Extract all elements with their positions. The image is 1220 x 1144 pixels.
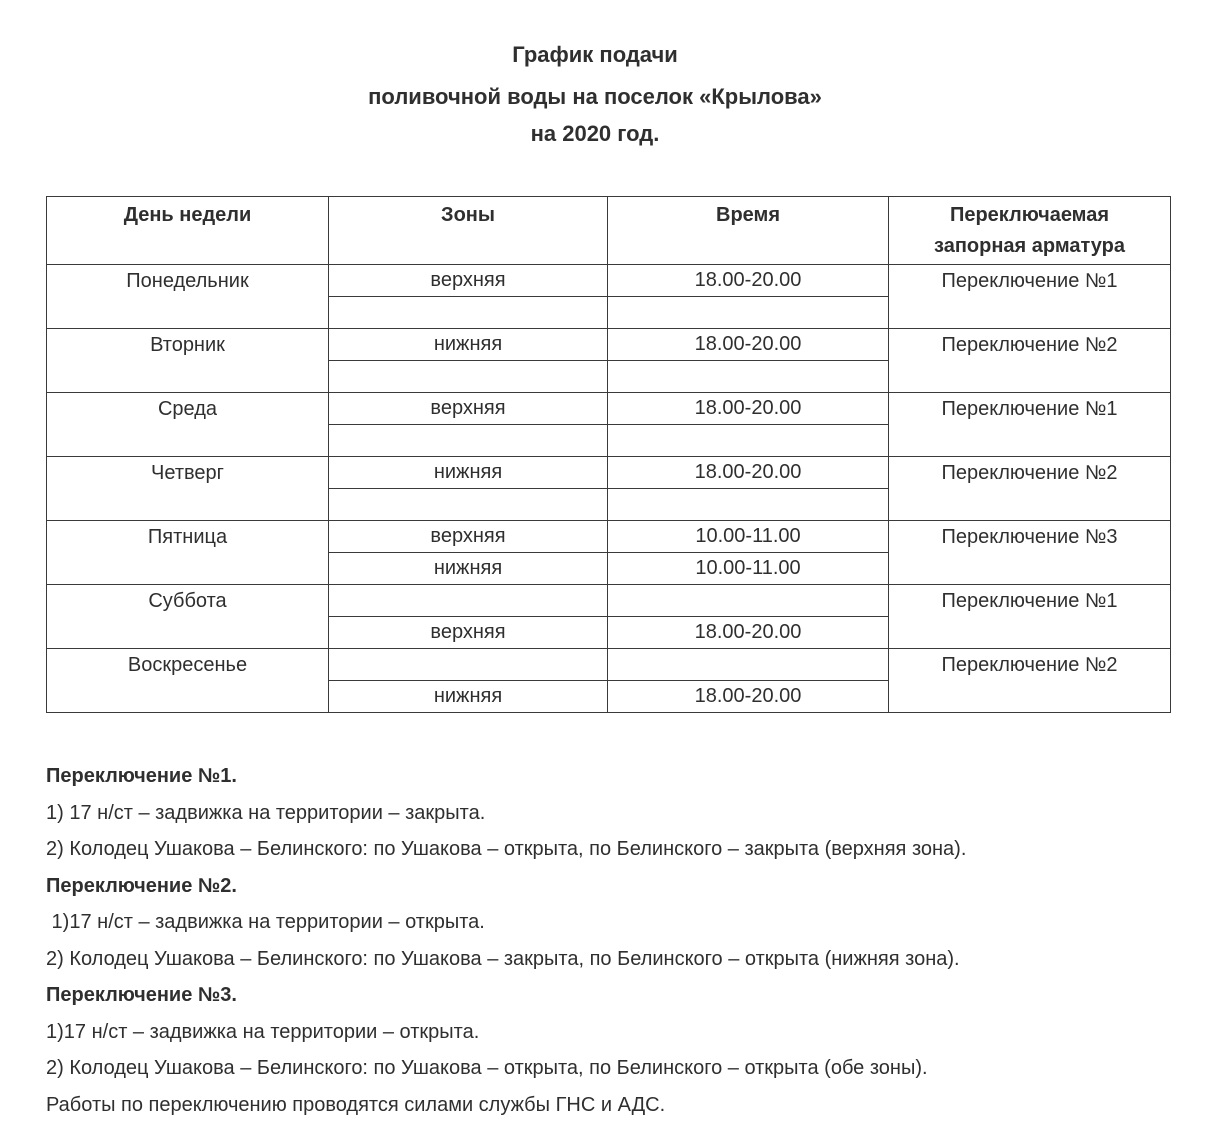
time-cell: 18.00-20.00 — [608, 457, 889, 489]
time-cell — [608, 585, 889, 617]
switch-3-heading: Переключение №3. — [46, 984, 237, 1006]
zone-cell: верхняя — [329, 617, 608, 649]
zone-cell — [329, 425, 608, 457]
time-cell — [608, 425, 889, 457]
day-cell: Понедельник — [47, 265, 329, 329]
day-cell: Суббота — [47, 585, 329, 649]
switch-cell: Переключение №1 — [889, 585, 1171, 649]
table-header-row — [47, 197, 1171, 265]
day-cell: Вторник — [47, 329, 329, 393]
schedule-table — [46, 196, 1171, 713]
header-zone: Зоны — [329, 197, 608, 265]
header-time: Время — [608, 197, 889, 265]
note-line: 2) Колодец Ушакова – Белинского: по Ушакова – закрыта, по Белинского – открыта (нижняя зона). — [46, 947, 960, 970]
note-line: 1)17 н/ст – задвижка на территории – открыта. — [46, 911, 485, 933]
time-cell — [608, 649, 889, 681]
zone-cell: верхняя — [329, 265, 608, 297]
footer-note: Работы по переключению проводятся силами службы ГНС и АДС. — [46, 1093, 666, 1116]
table-row — [47, 585, 1171, 617]
zone-cell — [329, 489, 608, 521]
time-cell: 18.00-20.00 — [608, 393, 889, 425]
time-cell: 18.00-20.00 — [608, 265, 889, 297]
switch-cell: Переключение №3 — [889, 521, 1171, 585]
zone-cell: нижняя — [329, 457, 608, 489]
switch-2-heading: Переключение №2. — [46, 874, 237, 897]
day-cell: Воскресенье — [47, 649, 329, 713]
time-cell — [608, 489, 889, 521]
zone-cell — [329, 585, 608, 617]
time-cell — [608, 361, 889, 393]
zone-cell: нижняя — [329, 553, 608, 585]
header-switch-line-1: Переключаемая — [949, 204, 1110, 226]
table-row — [47, 393, 1171, 425]
day-cell: Пятница — [47, 521, 329, 585]
note-line: 1)17 н/ст – задвижка на территории – открыта. — [46, 1020, 480, 1043]
time-cell: 18.00-20.00 — [608, 681, 889, 713]
zone-cell: нижняя — [329, 329, 608, 361]
header-day: День недели — [47, 197, 329, 265]
zone-cell — [329, 361, 608, 393]
note-line: 1) 17 н/ст – задвижка на территории – закрыта. — [46, 801, 486, 824]
zone-cell: нижняя — [329, 681, 608, 713]
document-title-line-1: График подачи — [512, 42, 678, 67]
switch-1-heading: Переключение №1. — [46, 765, 237, 787]
table-row — [47, 329, 1171, 361]
time-cell: 18.00-20.00 — [608, 329, 889, 361]
switch-cell: Переключение №2 — [889, 457, 1171, 521]
document-title-line-2: поливочной воды на поселок «Крылова» — [368, 84, 822, 109]
zone-cell — [329, 649, 608, 681]
switch-cell: Переключение №1 — [889, 393, 1171, 457]
time-cell: 10.00-11.00 — [608, 553, 889, 585]
note-line: 2) Колодец Ушакова – Белинского: по Ушакова – открыта, по Белинского – открыта (обе зоны). — [46, 1057, 928, 1079]
day-cell: Среда — [47, 393, 329, 457]
time-cell — [608, 297, 889, 329]
header-switch — [889, 197, 1171, 265]
header-switch-line-2: запорная арматура — [934, 235, 1125, 257]
zone-cell: верхняя — [329, 393, 608, 425]
notes-section — [46, 758, 966, 1123]
time-cell: 10.00-11.00 — [608, 521, 889, 553]
time-cell: 18.00-20.00 — [608, 617, 889, 649]
zone-cell: верхняя — [329, 521, 608, 553]
table-row — [47, 521, 1171, 553]
table-row — [47, 649, 1171, 681]
table-row — [47, 265, 1171, 297]
document-title-line-3: на 2020 год. — [530, 121, 660, 146]
switch-cell: Переключение №1 — [889, 265, 1171, 329]
switch-cell: Переключение №2 — [889, 329, 1171, 393]
note-line: 2) Колодец Ушакова – Белинского: по Ушакова – открыта, по Белинского – закрыта (верхняя зона). — [46, 838, 967, 860]
table-row — [47, 457, 1171, 489]
zone-cell — [329, 297, 608, 329]
day-cell: Четверг — [47, 457, 329, 521]
switch-cell: Переключение №2 — [889, 649, 1171, 713]
